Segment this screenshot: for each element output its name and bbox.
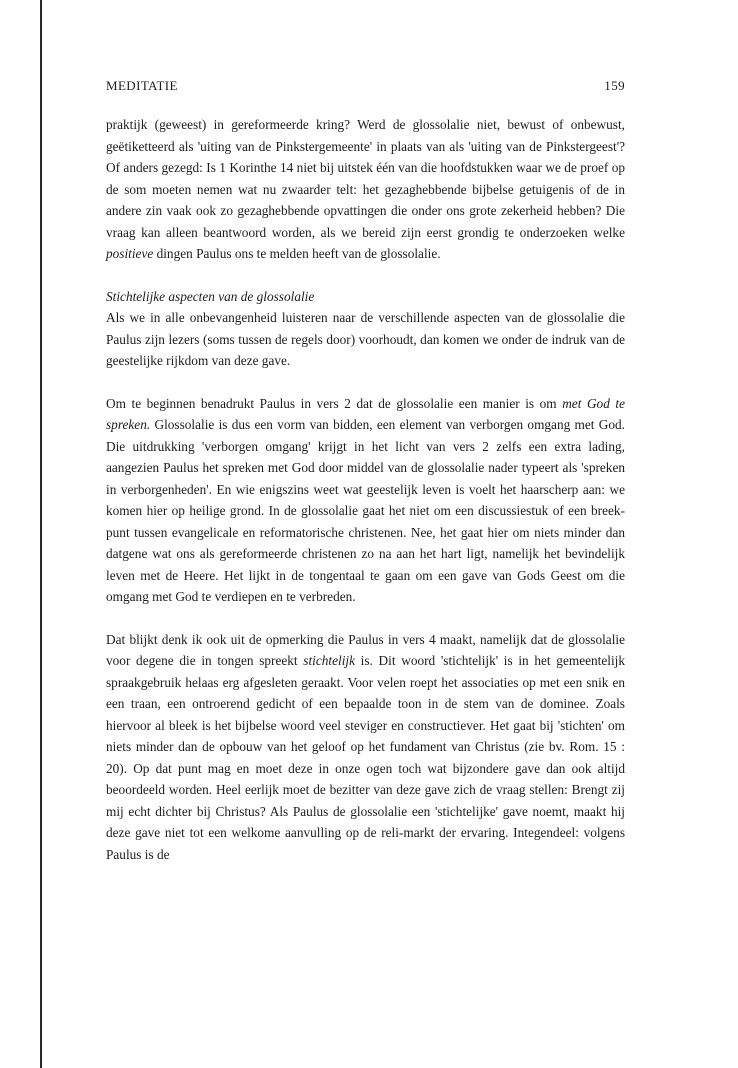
paragraph-4-text-b: is. Dit woord 'stichtelijk' is in het gemeentelijk spraakgebruik helaas erg afgesleten geraakt. Voor velen roept het associaties op met een snik en een traan, een ontroerend gedicht of een bepaalde toon in de stem van de dominee. Zoals hiervoor al bleek is het bijbelse woord veel steviger en constructiever. Het gaat bij 'stichten' om niets minder dan de opbouw van het geloof op het fundament van Christus (zie bv. Rom. 15 : 20). Op dat punt mag en moet deze in onze ogen toch wat bijzondere gave dan ook altijd beoordeeld worden. Heel eerlijk moet de bezitter van deze gave zich de vraag stellen: Brengt zij mij echt dichter bij Christus? Als Paulus de glossolalie een 'stichtelijke' gave noemt, maakt hij deze gave niet tot een welkome aanvulling op de reli-markt der ervaring. Integendeel: volgens Paulus is de [106,653,625,862]
paragraph-2: Als we in alle onbevangenheid luisteren naar de verschillende aspecten van de glossolalie die Paulus zijn lezers (soms tussen de regels door) voorhoudt, dan komen we onder de indruk van de geestelijke rijkdom van deze gave. [106,310,625,368]
running-header [106,78,625,98]
paragraph-3-text-a: Om te beginnen benadrukt Paulus in vers 2 dat de glossolalie een manier is om [106,395,563,411]
paragraph-3 [106,393,625,608]
paragraph-1 [106,114,625,265]
paragraph-4-text-a: Dat blijkt denk ik ook uit de opmerking die Paulus in vers 4 maakt, namelijk dat de glossolalie voor degene die in tongen spreekt [106,631,625,668]
paragraph-1-text-a: praktijk (geweest) in gereformeerde kring? Werd de glossolalie niet, bewust of onbewust, geëtiketteerd als 'uiting van de Pinkstergemeente' in plaats van als 'uiting van de Pinkstergeest'? Of anders gezegd: Is 1 Korinthe 14 niet bij uitstek één van die hoofdstukken waar we de proef op de som moeten nemen wat nu zwaarder telt: het gezaghebbende bijbelse getuigenis of de in andere zin vaak ook zo gezaghebbende opvattingen die onder ons grote zekerheid hebben? Die vraag kan alleen beantwoord worden, als we bereid zijn eerst grondig te onderzoeken welke [106,117,625,240]
section-title: MEDITATIE [106,78,178,93]
paragraph-4-emphasis: stichtelijk [303,653,355,668]
document-page [106,78,625,865]
paragraph-3-text-b: Glossolalie is dus een vorm van bidden, een element van verborgen omgang met God. Die uitdrukking 'verborgen omgang' krijgt in het licht van vers 2 zelfs een extra lading, aangezien Paulus het spreken met God door middel van de glossolalie nader typeert als 'spreken in verborgenheden'. En wie enigszins weet wat geestelijk leven is voelt het haarscherp aan: we komen hier op heilige grond. In de glossolalie gaat het niet om een discussiestuk of een breekpunt tussen evangelicale en reformatorische christenen. Nee, het gaat hier om niets minder dan datgene wat ons als gereformeerde christenen zo na aan het hart ligt, namelijk het bevindelijk leven met de Heere. Het lijkt in de tongentaal te gaan om een gave van Gods Geest om die omgang met God te verdiepen en te verbreden. [106,417,625,604]
page-edge-line [40,0,42,1068]
paragraph-4 [106,629,625,866]
section-subheading: Stichtelijke aspecten van de glossolalie [106,288,315,304]
paragraph-1-emphasis: positieve [106,246,154,261]
page-number: 159 [604,78,625,93]
paragraph-1-text-b: dingen Paulus ons te melden heeft van de glossolalie. [153,246,441,261]
paragraph-3-emphasis: met God te spreken. [106,395,625,432]
